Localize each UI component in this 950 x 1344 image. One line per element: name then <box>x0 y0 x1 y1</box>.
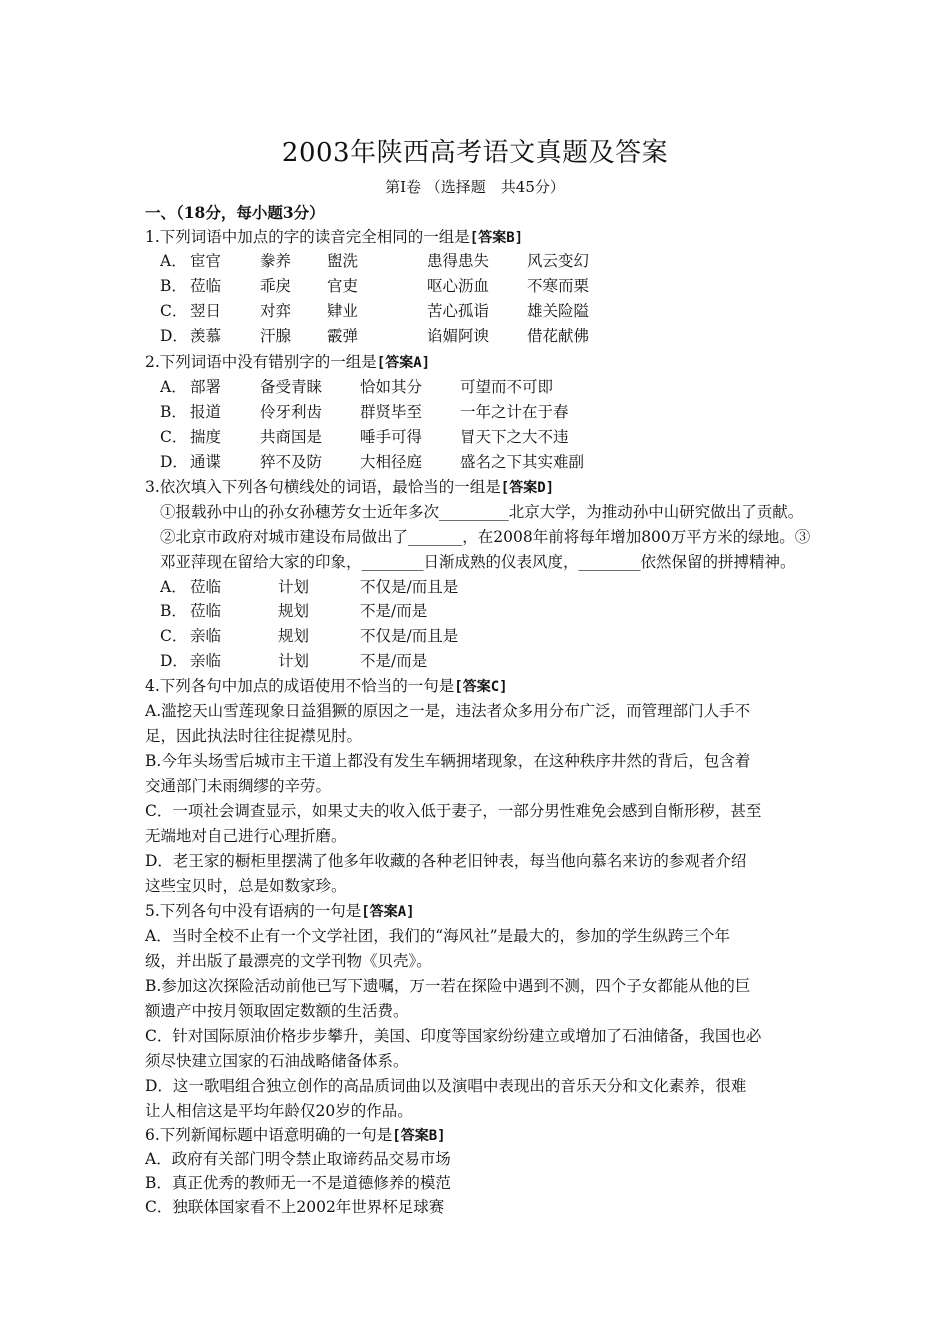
option-word: 呕心沥血 <box>427 277 490 295</box>
option-word: 莅临 <box>190 602 222 620</box>
option-letter: D． <box>160 327 188 345</box>
question-6-stem <box>145 1124 446 1147</box>
option-word: 不寒而栗 <box>527 277 590 295</box>
option-text: C．针对国际原油价格步步攀升，美国、印度等国家纷纷建立或增加了石油储备，我国也必 <box>145 1027 762 1045</box>
option-word: 大相径庭 <box>360 453 423 471</box>
passage-line: 邓亚萍现在留给大家的印象，________日渐成熟的仪表风度，________依然保留的拼搏精神。 <box>160 553 796 571</box>
option-text: 这些宝贝时，总是如数家珍。 <box>145 877 347 895</box>
option-row <box>160 576 520 598</box>
option-letter: A． <box>160 252 187 270</box>
question-5-stem <box>145 900 415 923</box>
option-letter: C． <box>160 428 188 446</box>
option-text: 交通部门未雨绸缪的辛劳。 <box>145 777 332 795</box>
answer-label: [答案A] <box>361 904 415 920</box>
option-word: 规划 <box>278 627 310 645</box>
option-word: 伶牙利齿 <box>260 403 323 421</box>
option-text: 足，因此执法时往往捉襟见肘。 <box>145 727 363 745</box>
option-letter: A． <box>160 378 187 396</box>
option-word: 报道 <box>190 403 222 421</box>
option-text: A.滥挖天山雪莲现象日益猖獗的原因之一是，违法者众多用分布广泛，而管理部门人手不 <box>145 702 751 720</box>
option-word: 盥洗 <box>327 252 359 270</box>
option-letter: B． <box>160 277 187 295</box>
answer-label: [答案D] <box>500 480 555 496</box>
question-4-stem <box>145 675 508 698</box>
option-word: 计划 <box>278 578 310 596</box>
option-text: D．这一歌唱组合独立创作的高品质词曲以及演唱中表现出的音乐天分和文化素养，很难 <box>145 1077 747 1095</box>
option-word: 对弈 <box>260 302 292 320</box>
option-text: C．一项社会调查显示，如果丈夫的收入低于妻子，一部分男性难免会感到自惭形秽，甚至 <box>145 802 762 820</box>
option-word: 亲临 <box>190 652 222 670</box>
answer-label: [答案B] <box>469 230 524 246</box>
question-text: 1.下列词语中加点的字的读音完全相同的一组是 <box>145 228 470 246</box>
option-row <box>160 426 610 448</box>
question-2-stem <box>145 351 430 374</box>
option-letter: D． <box>160 652 188 670</box>
option-letter: D． <box>160 453 188 471</box>
option-word: 雄关险隘 <box>527 302 590 320</box>
option-word: 不仅是/而且是 <box>360 627 459 645</box>
option-word: 共商国是 <box>260 428 323 446</box>
option-letter: C． <box>160 302 188 320</box>
option-word: 一年之计在于春 <box>460 403 569 421</box>
option-word: 借花献佛 <box>527 327 590 345</box>
section-heading: 一、（18分，每小题3分） <box>145 203 325 222</box>
option-row <box>160 401 610 423</box>
option-word: 霰弹 <box>327 327 359 345</box>
option-word: 冒天下之大不违 <box>460 428 569 446</box>
option-text: 须尽快建立国家的石油战略储备体系。 <box>145 1052 409 1070</box>
option-row <box>160 250 647 272</box>
option-text: B.今年头场雪后城市主干道上都没有发生车辆拥堵现象，在这种秩序井然的背后，包含着 <box>145 752 751 770</box>
option-word: 宦官 <box>190 252 222 270</box>
option-word: 揣度 <box>190 428 222 446</box>
option-word: 计划 <box>278 652 310 670</box>
option-row <box>160 600 520 622</box>
option-text: B．真正优秀的教师无一不是道德修养的模范 <box>145 1174 451 1192</box>
page-title: 2003年陕西高考语文真题及答案 <box>281 138 669 168</box>
option-word: 备受青睐 <box>260 378 323 396</box>
option-word: 肄业 <box>327 302 359 320</box>
option-word: 乖戾 <box>260 277 292 295</box>
option-letter: A． <box>160 578 187 596</box>
option-word: 风云变幻 <box>527 252 590 270</box>
option-text: 级，并出版了最漂亮的文学刊物《贝壳》。 <box>145 952 432 970</box>
option-word: 盛名之下其实难副 <box>460 453 585 471</box>
option-word: 不是/而是 <box>360 602 428 620</box>
option-letter: B． <box>160 602 187 620</box>
option-word: 可望而不可即 <box>460 378 554 396</box>
option-row <box>160 625 520 647</box>
option-word: 羡慕 <box>190 327 222 345</box>
option-text: 让人相信这是平均年龄仅20岁的作品。 <box>145 1102 413 1120</box>
option-word: 部署 <box>190 378 222 396</box>
option-text: 额遗产中按月领取固定数额的生活费。 <box>145 1002 409 1020</box>
question-text: 5.下列各句中没有语病的一句是 <box>145 902 362 920</box>
option-text: 无端地对自己进行心理折磨。 <box>145 827 347 845</box>
option-row <box>160 650 520 672</box>
question-text: 6.下列新闻标题中语意明确的一句是 <box>145 1126 393 1144</box>
option-word: 汗腺 <box>260 327 292 345</box>
option-word: 恰如其分 <box>360 378 423 396</box>
option-word: 群贤毕至 <box>360 403 423 421</box>
option-word: 唾手可得 <box>360 428 423 446</box>
section-subtitle: 第Ⅰ卷 （选择题 共45分） <box>385 178 565 196</box>
option-row <box>160 300 647 322</box>
option-letter: C． <box>160 627 188 645</box>
option-word: 规划 <box>278 602 310 620</box>
option-word: 豢养 <box>260 252 292 270</box>
answer-label: [答案B] <box>392 1128 446 1144</box>
passage-line: ②北京市政府对城市建设布局做出了_______，在2008年前将每年增加800万平方米的绿地。③ <box>160 528 811 546</box>
option-letter: B． <box>160 403 187 421</box>
option-row <box>160 376 610 398</box>
option-word: 不仅是/而且是 <box>360 578 459 596</box>
question-3-stem <box>145 476 554 499</box>
option-word: 谄媚阿谀 <box>427 327 490 345</box>
question-text: 3.依次填入下列各句横线处的词语，最恰当的一组是 <box>145 478 501 496</box>
option-word: 猝不及防 <box>260 453 323 471</box>
answer-label: [答案C] <box>454 679 508 695</box>
option-word: 莅临 <box>190 578 222 596</box>
question-text: 2.下列词语中没有错别字的一组是 <box>145 353 377 371</box>
option-text: C．独联体国家看不上2002年世界杯足球赛 <box>145 1198 445 1216</box>
option-row <box>160 325 647 347</box>
option-word: 苦心孤诣 <box>427 302 490 320</box>
option-word: 莅临 <box>190 277 222 295</box>
option-word: 患得患失 <box>427 252 490 270</box>
option-word: 亲临 <box>190 627 222 645</box>
option-word: 不是/而是 <box>360 652 428 670</box>
option-word: 翌日 <box>190 302 222 320</box>
answer-label: [答案A] <box>376 355 431 371</box>
option-text: B.参加这次探险活动前他已写下遗嘱，万一若在探险中遇到不测，四个子女都能从他的巨 <box>145 977 751 995</box>
option-text: A．政府有关部门明令禁止取谛药品交易市场 <box>145 1150 451 1168</box>
question-text: 4.下列各句中加点的成语使用不恰当的一句是 <box>145 677 455 695</box>
option-row <box>160 451 610 473</box>
option-word: 通谍 <box>190 453 222 471</box>
option-text: A．当时全校不止有一个文学社团，我们的“海风社”是最大的，参加的学生纵跨三个年 <box>145 927 731 945</box>
option-row <box>160 275 647 297</box>
question-1-stem <box>145 226 523 249</box>
option-word: 官吏 <box>327 277 359 295</box>
option-text: D．老王家的橱柜里摆满了他多年收藏的各种老旧钟表，每当他向慕名来访的参观者介绍 <box>145 852 747 870</box>
passage-line: ①报载孙中山的孙女孙穗芳女士近年多次_________北京大学，为推动孙中山研究做出了贡献。 <box>160 503 804 521</box>
